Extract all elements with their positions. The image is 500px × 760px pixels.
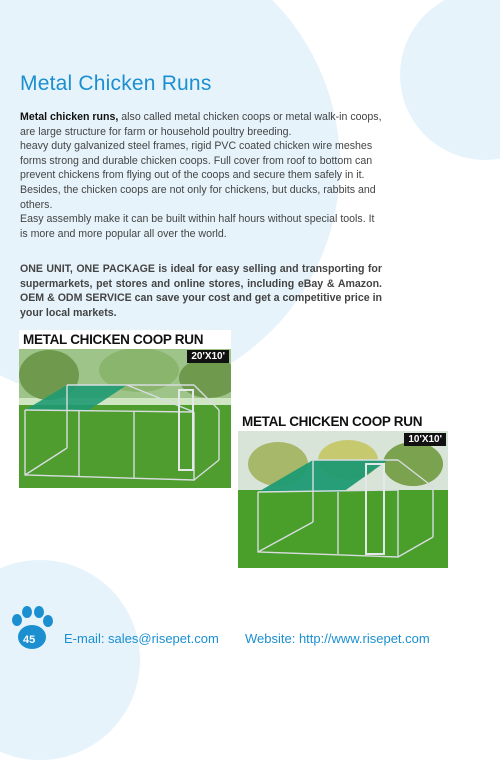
product-photo-20x10 xyxy=(19,330,231,488)
contact-email[interactable]: E-mail: sales@risepet.com xyxy=(64,631,219,646)
product-title: METAL CHICKEN COOP RUN xyxy=(238,412,448,431)
product-title: METAL CHICKEN COOP RUN xyxy=(19,330,231,349)
intro-paragraph xyxy=(20,110,382,241)
product-photo-10x10 xyxy=(238,412,448,568)
intro-frames-text: heavy duty galvanized steel frames, rigid PVC coated chicken wire meshes forms strong and durable chicken coops. Full cover from roof to bottom can prevent chickens from flying out of the coops and secure them safely in it. xyxy=(20,140,373,182)
background-circle-bottom-left xyxy=(0,560,140,760)
contact-website[interactable]: Website: http://www.risepet.com xyxy=(245,631,430,646)
package-paragraph: ONE UNIT, ONE PACKAGE is ideal for easy selling and transporting for supermarkets, pet stores and online stores, including eBay & Amazon. OEM & ODM SERVICE can save your cost and get a competitive price in your local markets. xyxy=(20,263,382,319)
page-number: 45 xyxy=(23,634,36,646)
intro-lead-rest: also called metal chicken coops or metal walk-in coops, are large structure for farm or household poultry breeding. xyxy=(20,111,382,138)
product-size-badge: 20'X10' xyxy=(187,350,229,363)
intro-uses-text: Besides, the chicken coops are not only for chickens, but ducks, rabbits and others. xyxy=(20,183,376,211)
page-title: Metal Chicken Runs xyxy=(20,72,212,95)
product-size-badge: 10'X10' xyxy=(404,433,446,446)
background-circle-top-right xyxy=(400,0,500,160)
intro-lead: Metal chicken runs, xyxy=(20,111,119,123)
intro-assembly-text: Easy assembly make it can be built within half hours without special tools. It is more and more popular all over the world. xyxy=(20,213,375,240)
